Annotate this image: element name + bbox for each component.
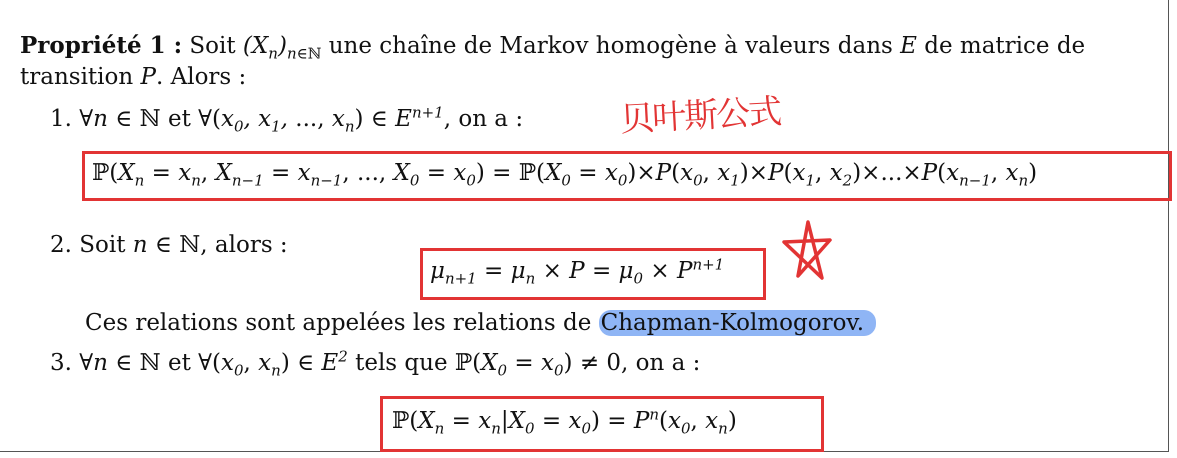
sequence-x-n: $(X_n)_{n\in ℕ}$ bbox=[242, 33, 322, 63]
star-icon bbox=[778, 218, 838, 282]
item-3-text-a: et bbox=[167, 350, 191, 376]
item-1-text-b: , on a : bbox=[443, 106, 524, 132]
intro-text-e: . Alors : bbox=[155, 64, 247, 90]
relation-prefix: Ces relations sont appelées les relations de bbox=[85, 310, 592, 336]
intro-text-d: transition bbox=[20, 64, 134, 90]
formula-bayes-chain: $ℙ(X_n = x_n$, $X_{n-1} = x_{n-1}$, ..., $X_0 = x_0$) = $ℙ(X_0 = x_0)\times P(x_0$, $x_1)\times P(x_1$, $x_2)\times...\times P(x_{n-1}$, $x_n$) bbox=[92, 160, 1038, 190]
formula-mu-recurrence: $\mu_{n+1} = \mu_n \times P = \mu_0 \times P^{n+1}$ bbox=[430, 255, 725, 288]
forall-n-3: ∀n ∈ ℕ bbox=[79, 350, 161, 376]
forall-pair: $\forall(x_0$, $x_n$) ∈ $E^2$ bbox=[198, 347, 348, 380]
item-3-number: 3. bbox=[50, 350, 72, 376]
item-2-number: 2. bbox=[50, 232, 72, 258]
condition-nonzero: $ℙ(X_0 = x_0) \ne 0$ bbox=[454, 350, 622, 380]
set-e: E bbox=[900, 33, 917, 59]
chapman-kolmogorov-highlight: Chapman-Kolmogorov. bbox=[599, 310, 876, 336]
forall-n: ∀n ∈ ℕ bbox=[79, 106, 161, 132]
property-statement-line-1 bbox=[20, 32, 1086, 63]
item-2-text-a: Soit bbox=[79, 232, 126, 258]
property-statement-line-2 bbox=[20, 64, 246, 90]
n-in-naturals: n ∈ ℕ bbox=[132, 232, 201, 258]
item-3-text-c: , on a : bbox=[621, 350, 701, 376]
intro-text-a: Soit bbox=[189, 33, 236, 59]
matrix-p: P bbox=[140, 64, 156, 90]
formula-n-step-transition: $ℙ(X_n = x_n|X_0 = x_0) = P^n(x_0$, $x_n$) bbox=[392, 405, 737, 438]
item-3-text-b: tels que bbox=[355, 350, 448, 376]
intro-text-b: une chaîne de Markov homogène à valeurs dans bbox=[328, 33, 893, 59]
forall-tuple: $\forall(x_0$, $x_1$, ..., $x_n$) ∈ $E^{n+1}$ bbox=[198, 103, 444, 136]
item-2-statement bbox=[50, 232, 288, 258]
relation-line bbox=[85, 310, 876, 336]
item-1-statement bbox=[50, 103, 524, 136]
item-3-statement bbox=[50, 347, 701, 380]
item-1-number: 1. bbox=[50, 106, 72, 132]
intro-text-c: de matrice de bbox=[924, 33, 1086, 59]
item-2-text-b: , alors : bbox=[200, 232, 288, 258]
handwritten-note: 贝叶斯公式 bbox=[619, 91, 782, 141]
property-label: Propriété 1 : bbox=[20, 32, 183, 59]
item-1-text-a: et bbox=[167, 106, 191, 132]
